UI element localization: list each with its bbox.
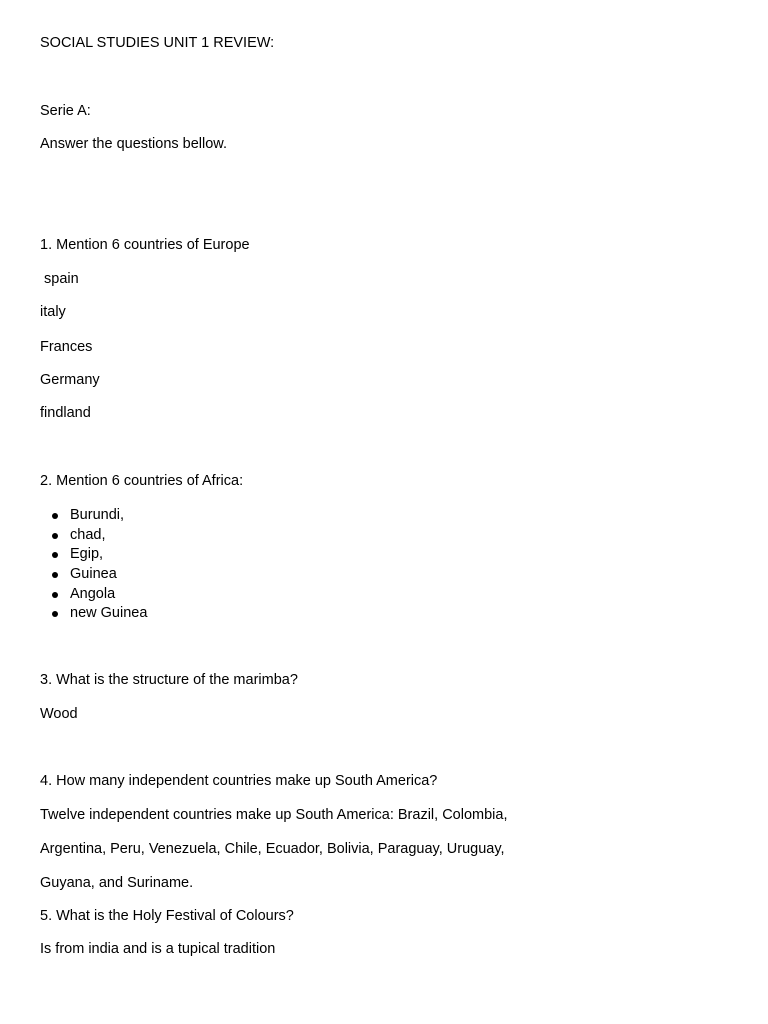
bullet-icon [52,552,58,558]
list-item [40,507,147,527]
answer-1-item: spain [40,271,79,287]
question-1: 1. Mention 6 countries of Europe [40,237,250,253]
bullet-icon [52,513,58,519]
list-item [40,546,147,566]
list-item-label: Burundi, [70,507,125,523]
instructions-text: Answer the questions bellow. [40,136,227,152]
answer-4-line: Argentina, Peru, Venezuela, Chile, Ecuador, Bolivia, Paraguay, Uruguay, [40,841,505,857]
list-item [40,605,147,625]
list-item-label: Egip, [70,546,104,563]
bullet-icon [52,533,58,539]
list-item-label: chad, [70,526,106,543]
answer-1-item: italy [40,304,66,320]
answer-3: Wood [40,706,78,722]
bullet-icon [52,611,58,617]
answer-1-item: Frances [40,339,93,355]
list-item-label: new Guinea [70,605,148,622]
question-3: 3. What is the structure of the marimba? [40,672,298,688]
list-item-label: Angola [70,585,116,602]
answer-4-line: Guyana, and Suriname. [40,875,194,891]
list-item [40,527,147,547]
question-4: 4. How many independent countries make up South America? [40,773,438,789]
answer-2-list [40,507,147,625]
list-item [40,566,147,586]
question-2: 2. Mention 6 countries of Africa: [40,473,244,489]
list-item-label: Guinea [70,566,117,583]
answer-4-line: Twelve independent countries make up South America: Brazil, Colombia, [40,807,508,823]
list-item [40,586,147,606]
answer-1-item: findland [40,405,91,421]
bullet-icon [52,572,58,578]
series-heading: Serie A: [40,103,91,119]
bullet-icon [52,592,58,598]
answer-1-item: Germany [40,372,100,388]
question-5: 5. What is the Holy Festival of Colours? [40,908,294,924]
document-title: SOCIAL STUDIES UNIT 1 REVIEW: [40,35,275,51]
answer-5: Is from india and is a tupical tradition [40,941,276,957]
